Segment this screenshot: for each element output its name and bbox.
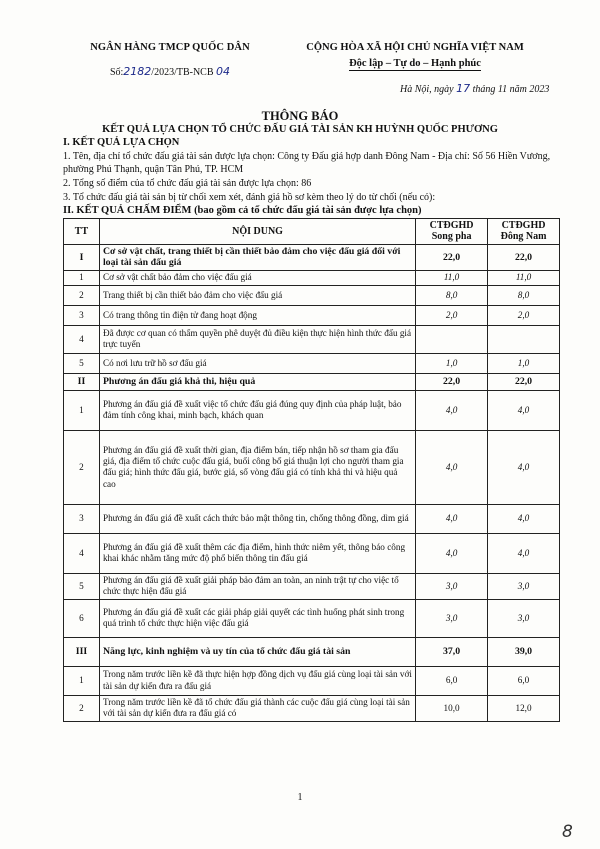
header-tt: TT	[64, 219, 100, 245]
score-song-pha	[416, 325, 488, 353]
row-number: 5	[64, 573, 100, 599]
row-number: 2	[64, 285, 100, 305]
row-content: Cơ sở vật chất bảo đảm cho việc đấu giá	[99, 270, 415, 285]
row-content: Phương án đấu giá đề xuất việc tổ chức đấu giá đúng quy định của pháp luật, bảo đảm tính công khai, minh bạch, khách quan	[99, 390, 415, 430]
row-number: 2	[64, 430, 100, 504]
score-dong-nam: 39,0	[488, 637, 560, 666]
row-content: Đã được cơ quan có thẩm quyền phê duyệt đủ điều kiện thực hiện hình thức đấu giá trực tuyến	[99, 325, 415, 353]
score-dong-nam: 3,0	[488, 599, 560, 637]
row-content: Phương án đấu giá khả thi, hiệu quả	[99, 373, 415, 390]
issuer-block	[70, 42, 270, 78]
doc-no-handwritten-2: 04	[216, 65, 231, 78]
doc-no-handwritten: 2182	[123, 65, 152, 78]
table-row	[64, 573, 560, 599]
header-dong-nam: CTĐGHD Đông Nam	[488, 219, 560, 245]
score-dong-nam: 4,0	[488, 504, 560, 533]
paragraph-rejected-orgs: 3. Tổ chức đấu giá tài sản bị từ chối xem xét, đánh giá hồ sơ kèm theo lý do từ chối (nếu có):	[63, 192, 436, 203]
score-dong-nam: 4,0	[488, 533, 560, 573]
score-song-pha: 37,0	[416, 637, 488, 666]
row-number: 1	[64, 270, 100, 285]
issue-date	[400, 82, 549, 95]
score-song-pha: 10,0	[416, 695, 488, 721]
score-song-pha: 22,0	[416, 373, 488, 390]
header-content: NỘI DUNG	[99, 219, 415, 245]
paragraph-total-score: 2. Tổng số điểm của tổ chức đấu giá tài sản được lựa chọn: 86	[63, 178, 312, 189]
row-number: 1	[64, 666, 100, 695]
score-song-pha: 22,0	[416, 244, 488, 270]
table-row	[64, 666, 560, 695]
row-number: 5	[64, 353, 100, 373]
score-song-pha: 3,0	[416, 599, 488, 637]
doc-no-suffix: /2023/TB-NCB	[151, 67, 214, 78]
score-dong-nam: 2,0	[488, 305, 560, 325]
score-song-pha: 4,0	[416, 430, 488, 504]
section-1-heading: I. KẾT QUẢ LỰA CHỌN	[63, 137, 180, 148]
row-number: I	[64, 244, 100, 270]
score-song-pha: 8,0	[416, 285, 488, 305]
row-content: Phương án đấu giá đề xuất cách thức bảo mật thông tin, chống thông đồng, dìm giá	[99, 504, 415, 533]
table-row	[64, 430, 560, 504]
date-prefix: Hà Nội, ngày	[400, 84, 454, 95]
row-number: 2	[64, 695, 100, 721]
row-number: 6	[64, 599, 100, 637]
score-dong-nam: 4,0	[488, 390, 560, 430]
header-song-pha: CTĐGHD Song pha	[416, 219, 488, 245]
paragraph-selected-org: 1. Tên, địa chỉ tổ chức đấu giá tài sản được lựa chọn: Công ty Đấu giá hợp danh Đông Nam - Địa chỉ: Số 56 Hiền Vương, phường Phú Thạnh, quận Tân Phú, TP. HCM	[63, 151, 551, 175]
page-number: 1	[297, 792, 303, 803]
score-song-pha: 3,0	[416, 573, 488, 599]
table-group-row	[64, 244, 560, 270]
republic-name: CỘNG HÒA XÃ HỘI CHỦ NGHĨA VIỆT NAM	[306, 42, 524, 53]
row-number: 4	[64, 325, 100, 353]
document-subtitle: KẾT QUẢ LỰA CHỌN TỔ CHỨC ĐẤU GIÁ TÀI SẢN KH HUỲNH QUỐC PHƯƠNG	[102, 124, 498, 135]
corner-handwritten-mark: 8	[562, 822, 573, 842]
table-row	[64, 695, 560, 721]
faint-stamp-mark	[90, 812, 94, 823]
table-row	[64, 325, 560, 353]
row-content: Phương án đấu giá đề xuất thời gian, địa điểm bán, tiếp nhận hồ sơ tham gia đấu giá, địa điểm tổ chức cuộc đấu giá, buổi công bố giá thuận lợi cho người tham gia đấu giá; hình thức đấu giá, bước giá, số vòng đấu giá có tính khả thi và hiệu quả cao	[99, 430, 415, 504]
table-row	[64, 353, 560, 373]
score-dong-nam: 8,0	[488, 285, 560, 305]
row-number: II	[64, 373, 100, 390]
row-number: 3	[64, 504, 100, 533]
document-title: THÔNG BÁO	[261, 109, 339, 123]
national-motto: Độc lập – Tự do – Hạnh phúc	[349, 58, 481, 69]
score-dong-nam: 11,0	[488, 270, 560, 285]
row-number: 4	[64, 533, 100, 573]
national-heading	[270, 42, 560, 71]
table-row	[64, 270, 560, 285]
score-song-pha: 6,0	[416, 666, 488, 695]
score-song-pha: 11,0	[416, 270, 488, 285]
table-header-row	[64, 219, 560, 245]
row-content: Có nơi lưu trữ hồ sơ đấu giá	[99, 353, 415, 373]
score-song-pha: 4,0	[416, 390, 488, 430]
issuer-name: NGÂN HÀNG TMCP QUỐC DÂN	[90, 42, 250, 53]
section-2-heading: II. KẾT QUẢ CHẤM ĐIỂM (bao gồm cả tổ chức đấu giá tài sản được lựa chọn)	[63, 205, 422, 216]
row-content: Có trang thông tin điện tử đang hoạt động	[99, 305, 415, 325]
table-row	[64, 504, 560, 533]
date-day-handwritten: 17	[456, 82, 471, 95]
score-dong-nam: 6,0	[488, 666, 560, 695]
row-content: Năng lực, kinh nghiệm và uy tín của tổ chức đấu giá tài sản	[99, 637, 415, 666]
table-group-row	[64, 373, 560, 390]
row-content: Trang thiết bị cần thiết bảo đảm cho việc đấu giá	[99, 285, 415, 305]
doc-no-prefix: Số:	[109, 67, 124, 78]
table-row	[64, 533, 560, 573]
row-number: 3	[64, 305, 100, 325]
score-table	[63, 218, 560, 722]
score-dong-nam: 3,0	[488, 573, 560, 599]
row-content: Phương án đấu giá đề xuất thêm các địa điểm, hình thức niêm yết, thông báo công khai khác nhằm tăng mức độ phổ biến thông tin đấu giá	[99, 533, 415, 573]
score-song-pha: 4,0	[416, 504, 488, 533]
table-group-row	[64, 637, 560, 666]
row-content: Phương án đấu giá đề xuất giải pháp bảo đảm an toàn, an ninh trật tự cho việc tổ chức thực hiện đấu giá	[99, 573, 415, 599]
score-dong-nam: 22,0	[488, 244, 560, 270]
row-content: Trong năm trước liền kề đã tổ chức đấu giá thành các cuộc đấu giá cùng loại tài sản với tài sản dự kiến đưa ra đấu giá có	[99, 695, 415, 721]
table-row	[64, 305, 560, 325]
row-content: Trong năm trước liền kề đã thực hiện hợp đồng dịch vụ đấu giá cùng loại tài sản với tài sản dự kiến đưa ra đấu giá	[99, 666, 415, 695]
table-row	[64, 285, 560, 305]
document-number	[70, 65, 270, 78]
score-dong-nam: 22,0	[488, 373, 560, 390]
row-number: III	[64, 637, 100, 666]
score-dong-nam: 1,0	[488, 353, 560, 373]
score-song-pha: 1,0	[416, 353, 488, 373]
table-row	[64, 599, 560, 637]
row-number: 1	[64, 390, 100, 430]
score-dong-nam: 4,0	[488, 430, 560, 504]
date-suffix: tháng 11 năm 2023	[472, 84, 550, 95]
row-content: Phương án đấu giá đề xuất các giải pháp giải quyết các tình huống phát sinh trong quá trình tổ chức thực hiện việc đấu giá	[99, 599, 415, 637]
score-dong-nam	[488, 325, 560, 353]
row-content: Cơ sở vật chất, trang thiết bị cần thiết bảo đảm cho việc đấu giá đối với loại tài sản đấu giá	[99, 244, 415, 270]
score-song-pha: 2,0	[416, 305, 488, 325]
score-song-pha: 4,0	[416, 533, 488, 573]
table-row	[64, 390, 560, 430]
score-dong-nam: 12,0	[488, 695, 560, 721]
